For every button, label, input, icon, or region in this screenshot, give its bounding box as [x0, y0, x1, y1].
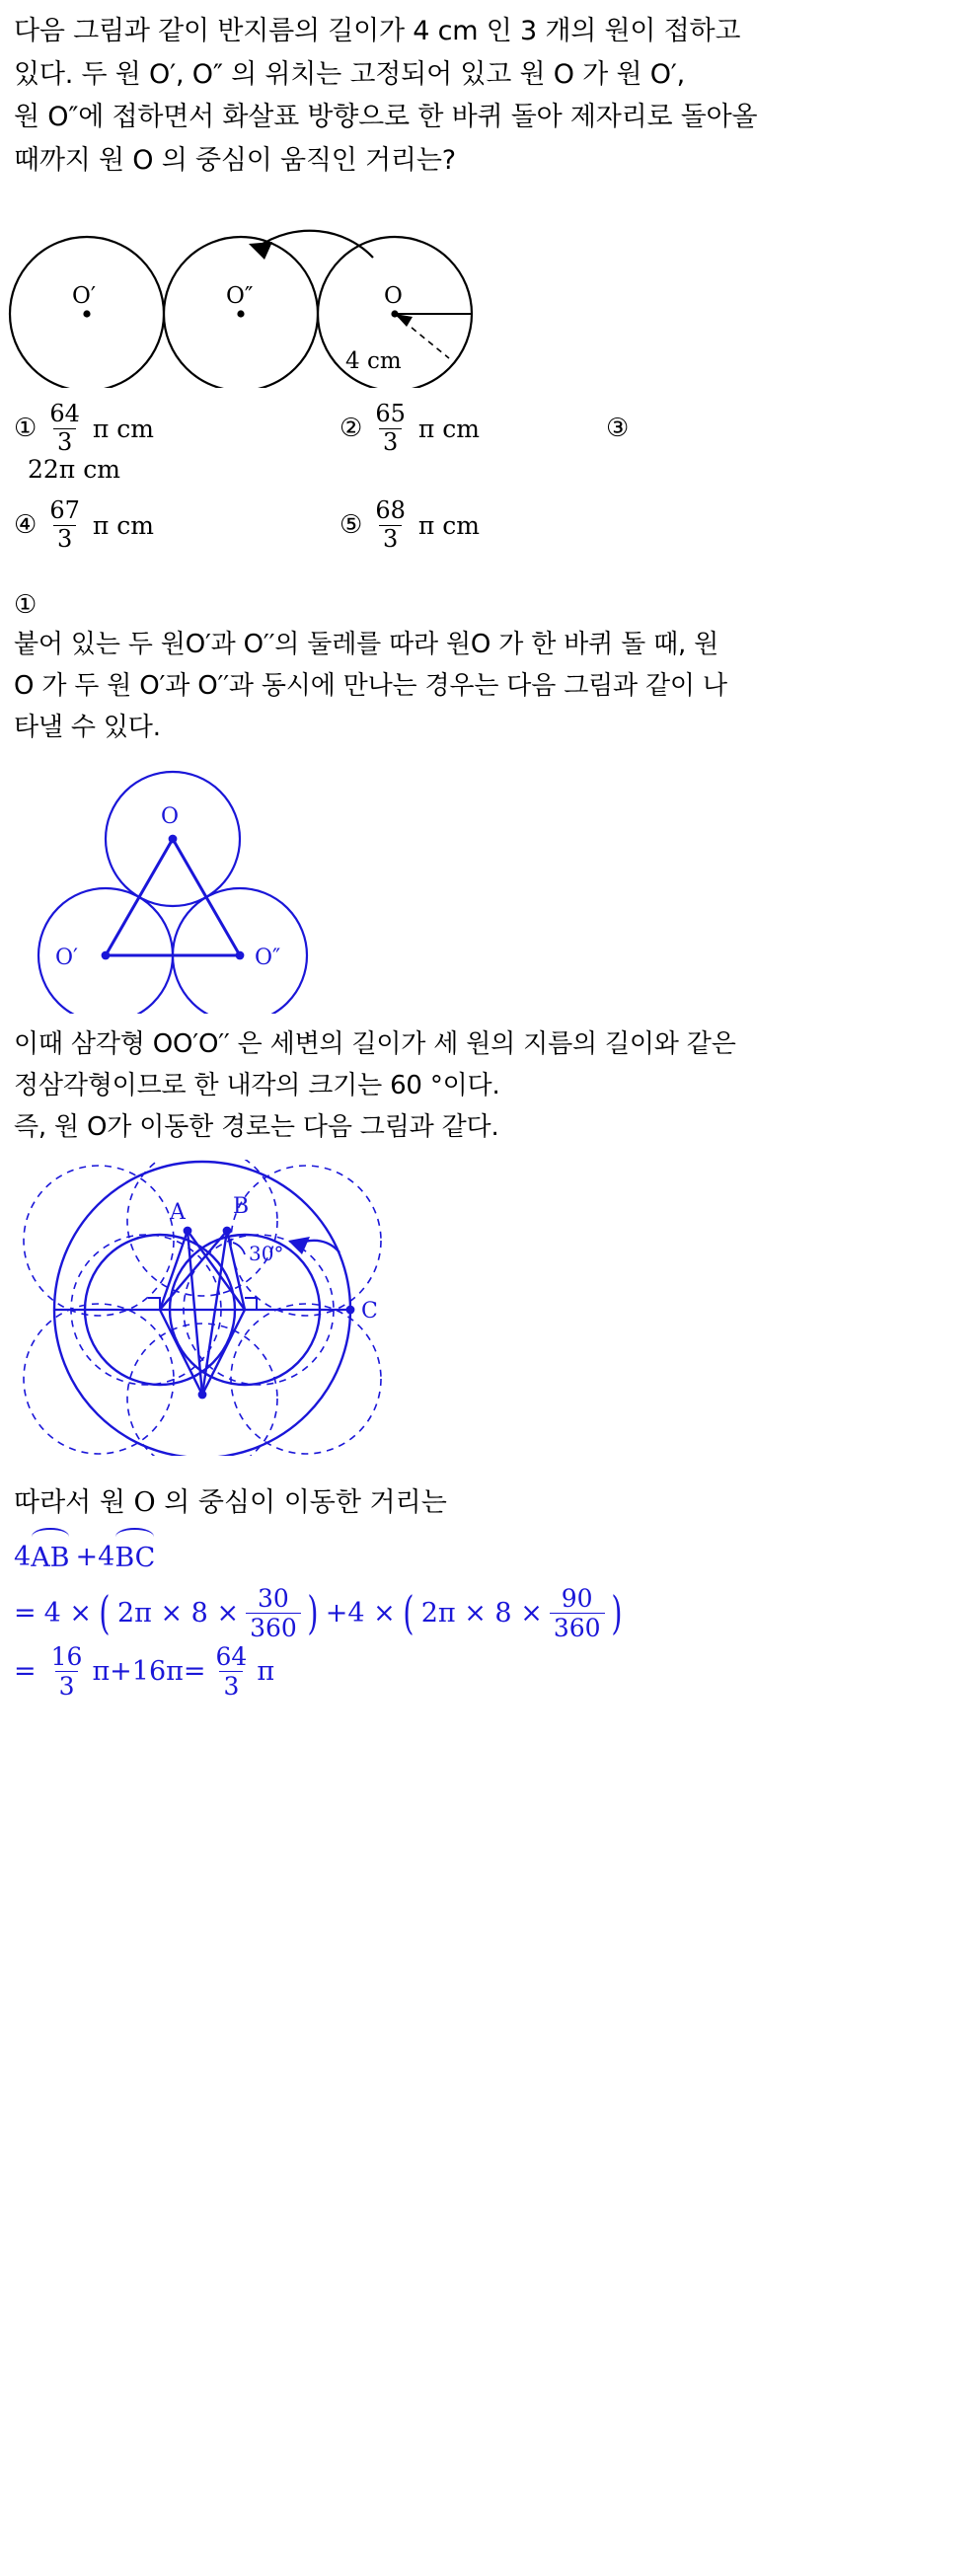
fig3-angle-arc	[233, 1243, 245, 1254]
expr2-fraction-1	[246, 1585, 301, 1641]
question-line-1: 다음 그림과 같이 반지름의 길이가 4 cm 인 3 개의 원이 접하고	[14, 16, 741, 46]
expr3-fraction-2	[212, 1643, 252, 1700]
center-dot-o-double-prime	[237, 310, 244, 317]
expr3-tail: π	[257, 1655, 275, 1687]
solution-p2-line-3: 즉, 원 O가 이동한 경로는 다음 그림과 같다.	[14, 1112, 499, 1143]
fig2-center-o	[169, 835, 178, 844]
choice-4-unit: π cm	[92, 510, 154, 540]
expr3-eq: =	[14, 1655, 37, 1687]
answer-marker: ①	[14, 589, 38, 620]
figure-path-diagram	[0, 1160, 980, 1456]
figure1-radius-label: 4 cm	[345, 347, 402, 374]
choice-4-marker: ④	[14, 510, 38, 541]
figure1-label-o-double-prime: O″	[226, 282, 254, 309]
choice-2-marker: ②	[339, 414, 363, 444]
question-line-2: 있다. 두 원 O′, O″ 의 위치는 고정되어 있고 원 O 가 원 O′,	[14, 58, 686, 90]
fig3-dashed-circles	[24, 1160, 381, 1456]
choice-1[interactable]	[14, 399, 339, 456]
conclusion-expression-1	[14, 1531, 966, 1583]
choice-3-value: 22π cm	[28, 454, 120, 484]
question-text	[0, 0, 980, 183]
expr2-eq: =	[14, 1597, 37, 1629]
fig3-label-c: C	[361, 1299, 378, 1325]
choice-2[interactable]	[339, 399, 606, 456]
expr2-plus: +4 ×	[325, 1597, 396, 1629]
figure2-svg	[0, 762, 395, 1014]
figure1-label-o-prime: O′	[72, 282, 97, 309]
fig2-center-o-prime	[102, 951, 111, 960]
radius-arrowhead	[395, 314, 413, 327]
choice-1-unit: π cm	[92, 414, 154, 443]
figure-equilateral-triangle	[0, 762, 980, 1014]
expr2-fraction-2	[550, 1585, 605, 1641]
answer-choices	[0, 399, 980, 553]
solution-p1-line-1: 붙어 있는 두 원O′과 O′′의 둘레를 따라 원O 가 한 바퀴 돌 때, 원	[14, 629, 719, 659]
expr2-a: 4 ×	[43, 1597, 93, 1629]
expr1-mid: +4	[75, 1541, 115, 1572]
fig3-label-a: A	[170, 1200, 186, 1226]
choice-4-denominator: 3	[53, 525, 76, 553]
solution-p2-line-2: 정삼각형이므로 한 내각의 크기는 60 °이다.	[14, 1071, 500, 1101]
fig2-label-o-prime: O′	[55, 946, 79, 971]
conclusion-line: 따라서 원 O 의 중심이 이동한 거리는	[14, 1487, 447, 1519]
expr2-p2: 2π × 8 ×	[420, 1597, 543, 1629]
expr2-f2-den: 360	[550, 1613, 605, 1641]
fig2-center-o-double-prime	[236, 951, 245, 960]
fig2-label-o-double-prime: O″	[255, 946, 281, 971]
choice-2-numerator: 65	[375, 399, 406, 427]
fig2-label-o: O	[161, 804, 180, 830]
conclusion-expression-3	[14, 1643, 966, 1700]
fig3-right-angle-left	[148, 1298, 160, 1310]
choice-5-numerator: 68	[375, 496, 406, 524]
expr3-mid: π+16π=	[92, 1655, 206, 1687]
expr3-f1-den: 3	[55, 1671, 79, 1700]
fig3-right-angle-right	[245, 1298, 257, 1310]
expr2-close-paren-2: )	[610, 1586, 623, 1640]
choice-5-denominator: 3	[379, 525, 402, 553]
expr3-f1-num: 16	[50, 1642, 83, 1672]
choice-3-marker: ③	[606, 414, 630, 444]
conclusion-expression-2	[14, 1585, 966, 1641]
choice-5-unit: π cm	[417, 510, 480, 540]
expr2-open-paren-1: (	[99, 1586, 111, 1640]
question-line-3: 원 O″에 접하면서 화살표 방향으로 한 바퀴 돌아 제자리로 돌아올	[14, 102, 758, 133]
question-line-4: 때까지 원 O 의 중심이 움직인 거리는?	[14, 145, 456, 177]
choice-1-numerator: 64	[49, 399, 80, 427]
choice-1-fraction	[45, 399, 84, 456]
fig3-angle-label: 30°	[249, 1242, 284, 1266]
solution-p1-line-2: O 가 두 원 O′과 O′′과 동시에 만나는 경우는 다음 그림과 같이 나	[14, 670, 727, 701]
solution-paragraph-1	[0, 620, 980, 748]
choice-1-marker: ①	[14, 414, 38, 444]
fig2-circle-o-double-prime	[173, 888, 307, 1014]
expr2-p1: 2π × 8 ×	[116, 1597, 240, 1629]
choice-1-denominator: 3	[53, 428, 76, 456]
conclusion-block	[0, 1460, 980, 1731]
expr2-f1-den: 360	[246, 1613, 301, 1641]
expr3-f2-den: 3	[219, 1671, 243, 1700]
fig3-label-b: B	[233, 1194, 250, 1220]
choice-2-unit: π cm	[417, 414, 480, 443]
choice-row-1	[14, 399, 966, 456]
choice-4-fraction	[45, 498, 84, 553]
center-dot-o-prime	[83, 310, 90, 317]
expr1-pre: 4	[14, 1541, 32, 1572]
figure1-svg	[0, 200, 553, 388]
expr1-arc-bc: BC	[114, 1531, 155, 1583]
rotation-arrowhead	[249, 242, 272, 260]
choice-5[interactable]	[339, 498, 606, 553]
choice-5-fraction	[371, 498, 410, 553]
choice-4[interactable]	[14, 498, 339, 553]
choice-4-numerator: 67	[49, 496, 80, 524]
solution-p1-line-3: 타낼 수 있다.	[14, 713, 161, 743]
expr2-close-paren-1: )	[307, 1586, 319, 1640]
expr2-f1-num: 30	[258, 1584, 289, 1614]
figure-three-tangent-circles	[0, 200, 980, 388]
figure1-label-o: O	[384, 282, 403, 309]
solution-paragraph-2	[0, 1020, 980, 1148]
solution-p2-line-1: 이때 삼각형 OO′O′′ 은 세변의 길이가 세 원의 지름의 길이와 같은	[14, 1029, 736, 1060]
expr3-fraction-1	[47, 1643, 87, 1700]
figure3-svg	[0, 1160, 691, 1456]
expr3-f2-num: 64	[215, 1642, 248, 1672]
fig2-triangle	[106, 839, 240, 955]
expr1-arc-ab: AB	[31, 1531, 69, 1583]
choice-row-2	[14, 498, 966, 553]
choice-2-denominator: 3	[379, 428, 402, 456]
expr2-f2-num: 90	[561, 1584, 593, 1614]
choice-3-marker-wrap[interactable]	[606, 413, 629, 445]
choice-2-fraction	[371, 399, 410, 456]
choice-5-marker: ⑤	[339, 510, 363, 541]
expr2-open-paren-2: (	[403, 1586, 415, 1640]
